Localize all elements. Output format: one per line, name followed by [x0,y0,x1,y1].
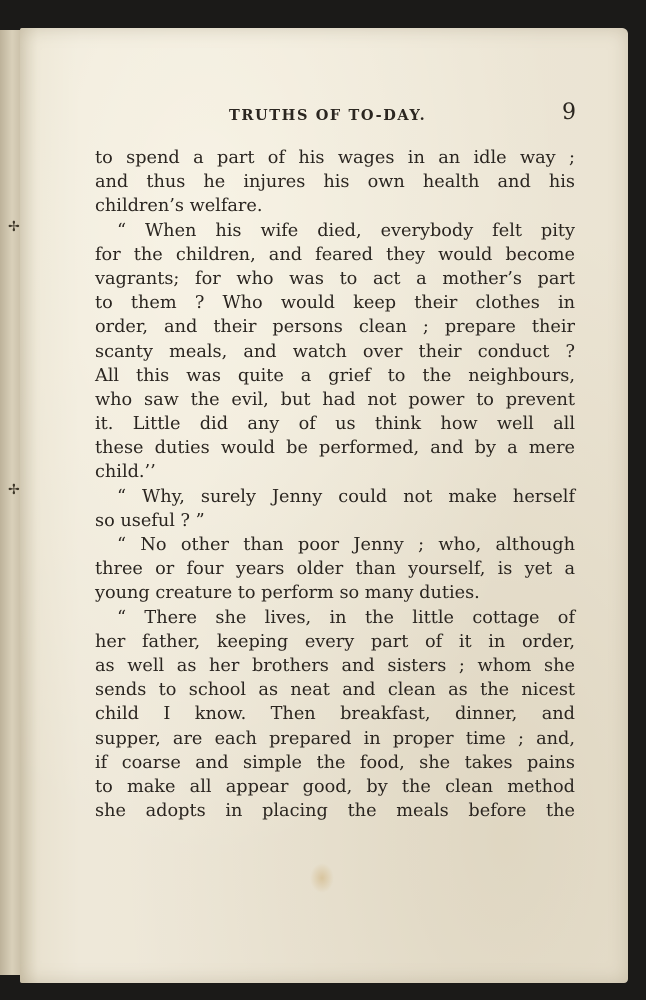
text-line: to them ? Who would keep their clothes in [95,293,575,314]
text-line: scanty meals, and watch over their conduct ? [95,341,575,362]
text-line: as well as her brothers and sisters ; whom she [95,655,575,676]
text-line: sends to school as neat and clean as the nicest [95,680,575,701]
body-text [95,146,575,823]
page-number: 9 [562,100,576,125]
paper-stain [310,863,334,893]
text-line: to spend a part of his wages in an idle way ; [95,148,575,168]
text-line: child I know. Then breakfast, dinner, and [95,704,575,725]
text-line: vagrants; for who was to act a mother’s part [95,268,575,289]
text-line: it. Little did any of us think how well all [95,414,575,435]
text-line: so useful ? ” [95,510,205,531]
text-line: All this was quite a grief to the neighbours, [95,365,575,386]
text-line: she adopts in placing the meals before the [95,801,575,822]
text-line: young creature to perform so many duties. [95,583,480,604]
page-header [96,100,576,129]
text-line: “ Why, surely Jenny could not make herself [117,486,575,507]
text-line: these duties would be performed, and by a mere [95,438,575,459]
binding-thread-mark-icon: ✢ [8,482,20,498]
text-line: child.’’ [95,462,156,483]
text-line: order, and their persons clean ; prepare their [95,317,575,338]
text-line: “ When his wife died, everybody felt pity [117,220,575,241]
text-line: if coarse and simple the food, she takes pains [95,752,575,773]
text-line: who saw the evil, but had not power to prevent [95,389,575,410]
text-line: to make all appear good, by the clean method [95,776,575,797]
text-line: and thus he injures his own health and his [95,172,575,193]
text-line: for the children, and feared they would become [95,244,575,265]
text-line: her father, keeping every part of it in order, [95,631,575,652]
running-title: TRUTHS OF TO-DAY. [229,107,427,124]
text-line: “ No other than poor Jenny ; who, although [117,535,575,555]
binding-thread-mark-icon: ✢ [8,219,20,235]
text-line: “ There she lives, in the little cottage of [117,607,575,628]
text-line: supper, are each prepared in proper time ; and, [95,728,575,749]
text-line: three or four years older than yourself, is yet a [95,559,575,580]
text-line: children’s welfare. [95,196,263,217]
